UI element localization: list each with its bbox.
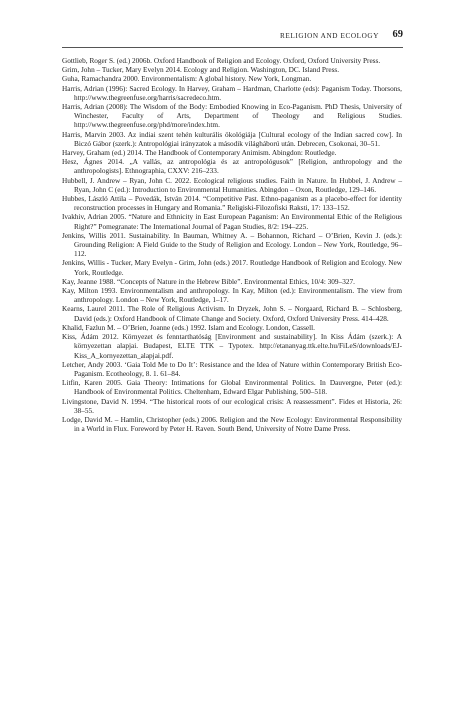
running-title: RELIGION AND ECOLOGY [279,32,379,40]
reference-entry: Livingstone, David N. 1994. “The historical roots of our ecological crisis: A reassessment”. Fides et Historia, 26: 38–55. [62,397,402,415]
reference-entry: Jenkins, Willis - Tucker, Mary Evelyn - Grim, John (eds.) 2017. Routledge Handbook of Religion and Ecology. New York, Routledge. [62,259,402,277]
reference-entry: Harvey, Graham (ed.) 2014. The Handbook of Contemporary Animism. Abingdon: Routledge. [62,149,337,158]
reference-entry: Grim, John – Tucker, Mary Evelyn 2014. Ecology and Religion. Washington, DC. Island Press. [62,66,340,75]
reference-entry: Letcher, Andy 2003. ‘Gaia Told Me to Do It’: Resistance and the Idea of Nature within Contemporary British Eco-Paganism. Ecotheology, 8. 1. 61–84. [62,360,402,378]
header-rule [62,47,403,48]
reference-entry: Hubbell, J. Andrew – Ryan, John C. 2022. Ecological religious studies. Faith in Nature. In Hubbel, J. Andrew – Ryan, John C (ed.): Introduction to Environmental Humanities. Abingdon – Oxon, Routledge, 129–146. [62,176,402,194]
reference-entry: Lodge, David M. – Hamlin, Christopher (eds.) 2006. Religion and the New Ecology: Environmental Responsibility in a World in Flux. Foreword by Peter H. Raven. South Bend, University of Notre Dame Press. [62,415,402,434]
reference-entry: Khalid, Fazlun M. – O’Brien, Joanne (eds.) 1992. Islam and Ecology. London, Cassell. [62,323,315,332]
reference-entry: Gottlieb, Roger S. (ed.) 2006b. Oxford Handbook of Religion and Ecology. Oxford, Oxford University Press. [62,57,381,65]
reference-entry: Harris, Adrian (1996): Sacred Ecology. In Harvey, Graham – Hardman, Charlotte (eds): Paganism Today. Thorsons, http://www.thegreenfuse.org/harris/sacredeco.htm. [62,84,402,102]
reference-entry: Kay, Jeanne 1988. “Concepts of Nature in the Hebrew Bible”. Environmental Ethics, 10/4: 309–327. [62,277,355,286]
reference-entry: Hubbes, László Attila – Povedák, István 2014. “Competitive Past. Ethno-paganism as a placebo-effect for identity reconstruction processes in Hungary and Romania.” Religiski-Filozofiski Raksti, 17: 133–152. [62,195,402,213]
reference-list [62,57,402,434]
running-header [62,28,403,48]
reference-entry: Hesz, Ágnes 2014. „A vallás, az antropológia és az antropológusok” [Religion, anthropology and the anthropologists]. Ethnographia, CXXV: 216–233. [62,158,402,176]
reference-entry: Kiss, Ádám 2012. Környezet és fenntarthatóság [Environment and sustainability]. In Kiss Ádám (szerk.): A környezettan alapjai. Budapest, ELTE TTK – Typotex. http://etananyag.ttk.elte.hu/FiLeS/downloads/EJ-Kiss_A_kornyezettan_alapjai.pdf. [62,333,402,360]
reference-entry: Harris, Marvin 2003. Az indiai szent tehén kulturális ökológiája [Cultural ecology of the Indian sacred cow]. In Biczó Gábor (szerk.): Antropológiai irányzatok a második világháború után. Debrecen, Csokonai, 30–51. [62,130,402,148]
page-number: 69 [392,29,403,40]
reference-entry: Guha, Ramachandra 2000. Environmentalism: A global history. New York, Longman. [62,75,312,84]
reference-entry: Harris, Adrian (2008): The Wisdom of the Body: Embodied Knowing in Eco-Paganism. PhD Thesis, University of Winchester, Faculty of Arts, Department of Theology and Religious Studies. http://www.thegreenfuse.org/phd/more/index.htm. [62,103,402,130]
reference-entry: Kay, Milton 1993. Environmentalism and anthropology. In Kay, Milton (ed.): Environmentalism. The view from anthropology. London – New York, Routledge, 1–17. [62,287,402,305]
reference-entry: Litfin, Karen 2005. Gaia Theory: Intimations for Global Environmental Politics. In Dauvergne, Peter (ed.): Handbook of Environmental Politics. Cheltenham, Edward Elgar Publishing, 500–518. [62,379,402,397]
reference-entry: Jenkins, Willis 2011. Sustainability. In Bauman, Whitney A. – Bohannon, Richard – O’Brien, Kevin J. (eds.): Grounding Religion: A Field Guide to the Study of Religion and Ecology. London – New York, Routledge, 96–112. [62,231,402,259]
reference-entry: Ivakhiv, Adrian 2005. “Nature and Ethnicity in East European Paganism: An Environmental Ethic of the Religious Right?” Pomegranate: The International Journal of Pagan Studies, 8/2: 194–225. [62,213,402,231]
reference-entry: Kearns, Laurel 2011. The Role of Religious Activism. In Dryzek, John S. – Norgaard, Richard B. – Schlosberg, David (eds.): Oxford Handbook of Climate Change and Society. Oxford, Oxford University Press. 414–428. [62,305,402,323]
